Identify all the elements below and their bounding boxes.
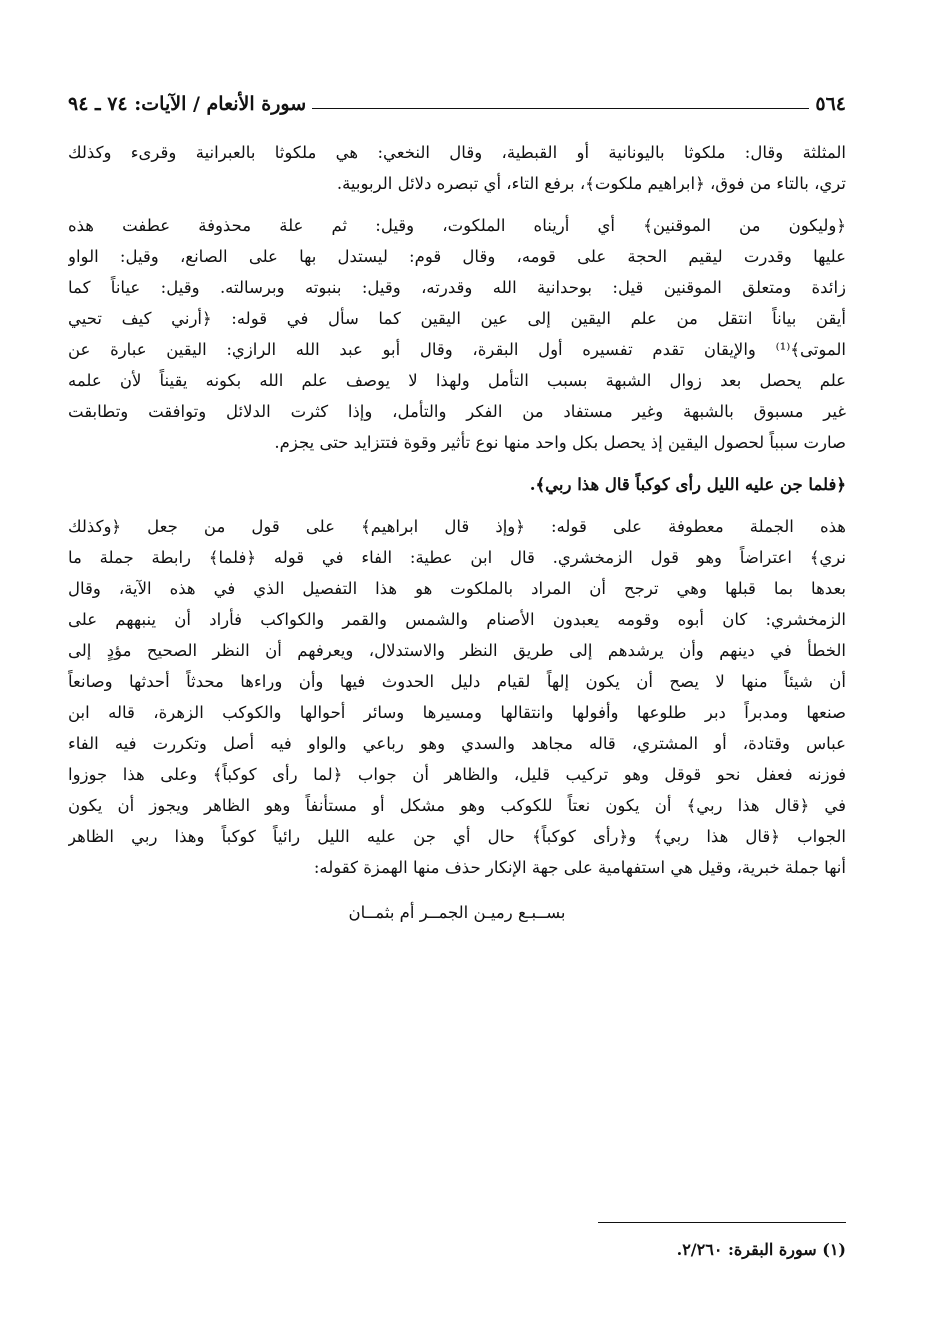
text-line: عباس وقتادة، أو المشتري، قاله مجاهد والسدي وهو رباعي والواو فيه أصل وتكررت فيه الفاء: [68, 734, 846, 753]
running-title: سورة الأنعام / الآيات: ٧٤ ـ ٩٤: [68, 93, 307, 115]
text-line: نري﴾ اعتراضاً وهو قول الزمخشري. قال ابن عطية: الفاء في قوله ﴿فلما﴾ رابطة جملة ما: [68, 548, 846, 567]
text-line: المثلثة وقال: ملكوثا باليونانية أو القبطية، وقال النخعي: هي ملكوثا بالعبرانية وقرىء وكذلك: [68, 143, 846, 162]
footnote: (١) سورة البقرة: ٢/٢٦٠.: [676, 1240, 846, 1259]
page-number: ٥٦٤: [815, 93, 846, 115]
text-line: بعدها بما قبلها وهي ترجح أن المراد بالملكوت هو هذا التفصيل الذي في هذه الآية، وقال: [68, 579, 846, 598]
text-line: أنها جملة خبرية، وقيل هي استفهامية على جهة الإنكار حذف منها الهمزة كقوله:: [313, 858, 846, 877]
text-line: أن شيئاً منها لا يصح أن يكون إلهاً لقيام دليل الحدوث فيها وأن وراءها محدثاً أحدثها وصانعاً: [68, 672, 846, 691]
poetry-verse: بســبـع رميـن الجمــر أم بثمــان: [348, 903, 566, 922]
text-line: تري، بالتاء من فوق، ﴿ابراهيم ملكوت﴾، برفع التاء، أي تبصره دلائل الربوبية.: [336, 174, 846, 193]
text-line: فوزنه فعفل نحو قوقل وهو تركيب قليل، والظاهر أن جواب ﴿لما رأى كوكباً﴾ وعلى هذا جوزوا: [68, 765, 846, 784]
text-line: صنعها ومدبراً دبر طلوعها وأفولها وانتقالها ومسيرها وسائر أحوالها والكوكب الزهرة، قاله ابن: [68, 703, 846, 722]
text-line: في ﴿قال هذا ربي﴾ أن يكون نعتاً للكوكب وهو مشكل أو مستأنفاً وهو الظاهر ويجوز أن يكون: [68, 796, 846, 815]
text-line: أيقن بياناً انتقل من علم اليقين إلى عين اليقين كما سأل في قوله: ﴿أرني كيف تحيي: [68, 309, 846, 328]
text-line: زائدة ومتعلق الموقنين قيل: بوحدانية الله وقدرته، وقيل: بنبوته وبرسالته. وقيل: عياناً كما: [68, 278, 846, 297]
page-body: [68, 137, 846, 1167]
text-line: الموتى﴾⁽¹⁾ والإيقان تقدم تفسيره أول البقرة، وقال أبو عبد الله الرازي: اليقين عبارة عن: [68, 340, 846, 359]
verse-heading: ﴿فلما جن عليه الليل رأى كوكباً قال هذا ربي﴾.: [529, 475, 846, 494]
header-rule: [312, 108, 809, 109]
text-line: عليها وقدرت ليقيم الحجة على قومه، وقال قوم: ليستدل بها على الصانع، وقيل: الواو: [68, 247, 846, 266]
page-header: [68, 88, 846, 120]
text-line: علم يحصل بعد زوال الشبهة بسبب التأمل ولهذا لا يوصف علم الله بكونه يقيناً لأن علمه: [68, 371, 846, 390]
text-line: الزمخشري: كان أبوه وقومه يعبدون الأصنام والشمس والقمر والكواكب فأراد أن ينبههم على: [68, 610, 846, 629]
footnote-rule: [598, 1222, 846, 1223]
text-line: الخطأ في دينهم وأن يرشدهم إلى طريق النظر والاستدلال، ويعرفهم أن النظر الصحيح مؤدٍ إلى: [68, 641, 846, 660]
text-line: ﴿وليكون من الموقنين﴾ أي أريناه الملكوت، وقيل: ثم علة محذوفة عطفت هذه: [68, 216, 846, 235]
text-line: الجواب ﴿قال هذا ربي﴾ و﴿رأى كوكباً﴾ حال أي جن عليه الليل رائياً كوكباً وهذا ربي الظاهر: [68, 827, 846, 846]
text-line: غير مسبوق بالشبهة وغير مستفاد من الفكر والتأمل، وإذا كثرت الدلائل وتوافقت وتطابقت: [68, 402, 846, 421]
text-line: هذه الجملة معطوفة على قوله: ﴿وإذ قال ابراهيم﴾ على قول من جعل ﴿وكذلك: [68, 517, 846, 536]
text-line: صارت سبباً لحصول اليقين إذ يحصل بكل واحد منها نوع تأثير وقوة فتتزايد حتى يجزم.: [274, 433, 846, 452]
